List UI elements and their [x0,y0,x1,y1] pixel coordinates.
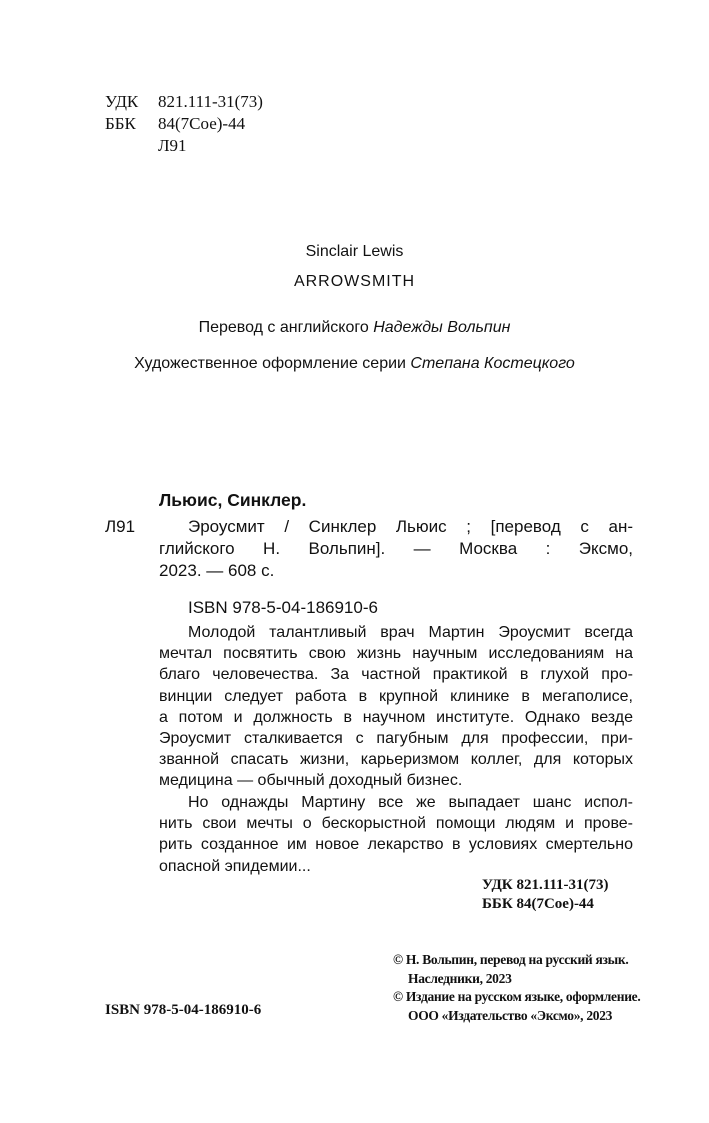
annotation-line: благо человечества. За частной практикой в глухой про- [159,666,633,684]
catalog-entry-line: Эроусмит / Синклер Льюис ; [перевод с ан- [188,517,633,536]
annotation-line: званной спасать жизни, карьеризмом коллег, для которых [159,751,633,769]
annotation-line: винции следует работа в крупной клинике в мегаполисе, [159,687,633,705]
annotation-line: Но однажды Мартину все же выпадает шанс испол- [188,794,633,811]
copyright-line: ООО «Издательство «Эксмо», 2023 [408,1007,613,1023]
catalog-entry [159,516,633,581]
catalog-isbn: ISBN 978-5-04-186910-6 [188,598,378,617]
translation-credit [0,318,709,338]
catalog-udk-bold: УДК 821.111-31(73) [482,877,609,893]
author-mark-value: Л91 [158,136,187,155]
translation-prefix: Перевод с английского [198,319,374,336]
translator-name: Надежды Вольпин [373,319,511,336]
original-author: Sinclair Lewis [305,243,404,260]
annotation-line: Эроусмит сталкивается с пагубным для профессии, при- [159,730,633,748]
bbk-row [105,113,305,135]
bbk-value: 84(7Сое)-44 [158,114,246,133]
annotation-paragraph-1 [159,622,633,792]
design-prefix: Художественное оформление серии [134,355,411,372]
author-mark-row [105,135,305,157]
designer-name: Степана Костецкого [410,355,575,372]
annotation-line: мечтал посвятить свою жизнь научным исследованиям на [159,645,633,663]
catalog-bbk-bold: ББК 84(7Сое)-44 [482,896,594,912]
original-title: ARROWSMITH [293,273,416,290]
annotation-line: рить созданное им новое лекарство в условиях смертельно [159,836,633,854]
annotation-line: Молодой талантливый врач Мартин Эроусмит всегда [188,624,633,641]
udk-row [105,91,305,113]
annotation-line: а потом и должность в научном институте. Однако везде [159,708,633,726]
catalog-entry-line: 2023. — 608 с. [159,560,275,580]
catalog-code: Л91 [105,517,136,536]
udk-value: 821.111-31(73) [158,92,263,111]
annotation-line: медицина — обычный доходный бизнес. [159,772,463,790]
annotation-line: опасной эпидемии... [159,857,311,875]
copyright-line: Наследники, 2023 [408,970,512,986]
copyright-line: © Издание на русском языке, оформление. [393,989,641,1004]
copyright-line: © Н. Вольпин, перевод на русский язык. [393,952,629,967]
bbk-label: ББК [105,114,136,133]
annotation-paragraph-2 [159,792,633,877]
udk-label: УДК [105,92,139,111]
design-credit [0,354,709,374]
catalog-entry-line: глийского Н. Вольпин]. — Москва : Эксмо, [159,538,633,558]
classification-codes [105,91,305,157]
catalog-author-heading: Льюис, Синклер. [159,490,307,510]
footer-isbn: ISBN 978-5-04-186910-6 [105,1002,262,1018]
copyright-block [393,951,640,1025]
annotation-line: нить свои мечты о бескорыстной помощи людям и прове- [159,815,633,833]
